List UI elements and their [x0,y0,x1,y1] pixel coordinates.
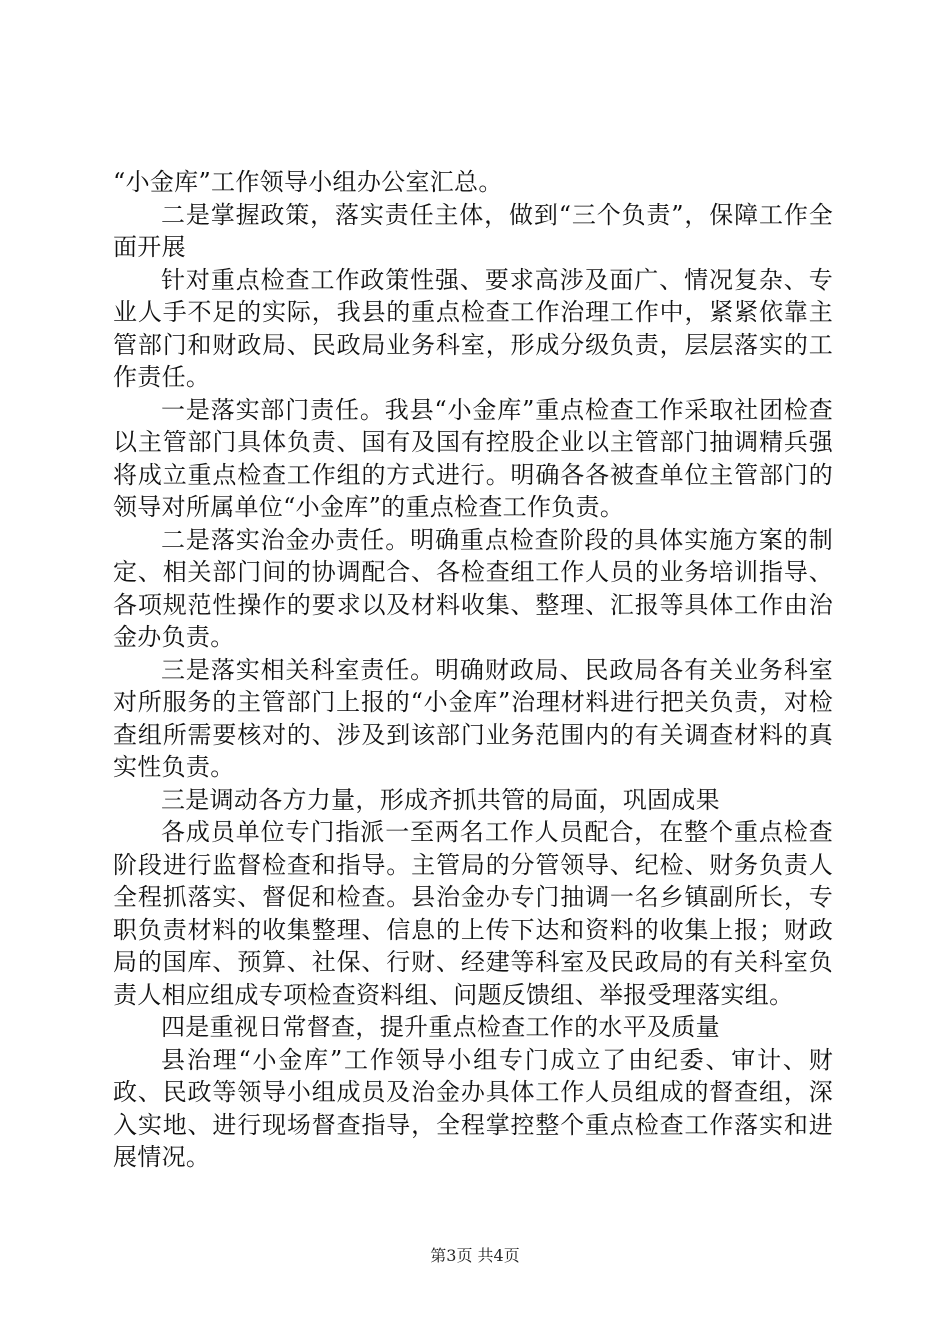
paragraph-8: 各成员单位专门指派一至两名工作人员配合，在整个重点检查阶段进行监督检查和指导。主管局的分管领导、纪检、财务负责人全程抓落实、督促和检查。县治金办专门抽调一名乡镇副所长，专职负责材料的收集整理、信息的上传下达和资料的收集上报；财政局的国库、预算、社保、行财、经建等科室及民政局的有关科室负责人相应组成专项检查资料组、问题反馈组、举报受理落实组。 [113,818,833,1009]
paragraph-6: 三是落实相关科室责任。明确财政局、民政局各有关业务科室对所服务的主管部门上报的“小金库”治理材料进行把关负责，对检查组所需要核对的、涉及到该部门业务范围内的有关调查材料的真实性负责。 [113,655,833,781]
paragraph-7: 三是调动各方力量，形成齐抓共管的局面，巩固成果 [161,785,720,814]
page-number: 第3页 共4页 [430,1246,520,1265]
document-body [113,166,833,1174]
paragraph-3: 针对重点检查工作政策性强、要求高涉及面广、情况复杂、专业人手不足的实际，我县的重点检查工作治理工作中，紧紧依靠主管部门和财政局、民政局业务科室，形成分级负责，层层落实的工作责任。 [113,265,833,391]
paragraph-5: 二是落实治金办责任。明确重点检查阶段的具体实施方案的制定、相关部门间的协调配合、各检查组工作人员的业务培训指导、各项规范性操作的要求以及材料收集、整理、汇报等具体工作由治金办负责。 [113,525,833,651]
paragraph-1: “小金库”工作领导小组办公室汇总。 [113,168,503,196]
paragraph-10: 县治理“小金库”工作领导小组专门成立了由纪委、审计、财政、民政等领导小组成员及治金办具体工作人员组成的督查组，深入实地、进行现场督查指导，全程掌控整个重点检查工作落实和进展情况。 [113,1045,833,1171]
paragraph-4: 一是落实部门责任。我县“小金库”重点检查工作采取社团检查以主管部门具体负责、国有及国有控股企业以主管部门抽调精兵强将成立重点检查工作组的方式进行。明确各各被查单位主管部门的领导对所属单位“小金库”的重点检查工作负责。 [113,395,833,521]
paragraph-9: 四是重视日常督查，提升重点检查工作的水平及质量 [161,1013,720,1041]
paragraph-2: 二是掌握政策，落实责任主体，做到“三个负责”，保障工作全面开展 [113,200,833,261]
